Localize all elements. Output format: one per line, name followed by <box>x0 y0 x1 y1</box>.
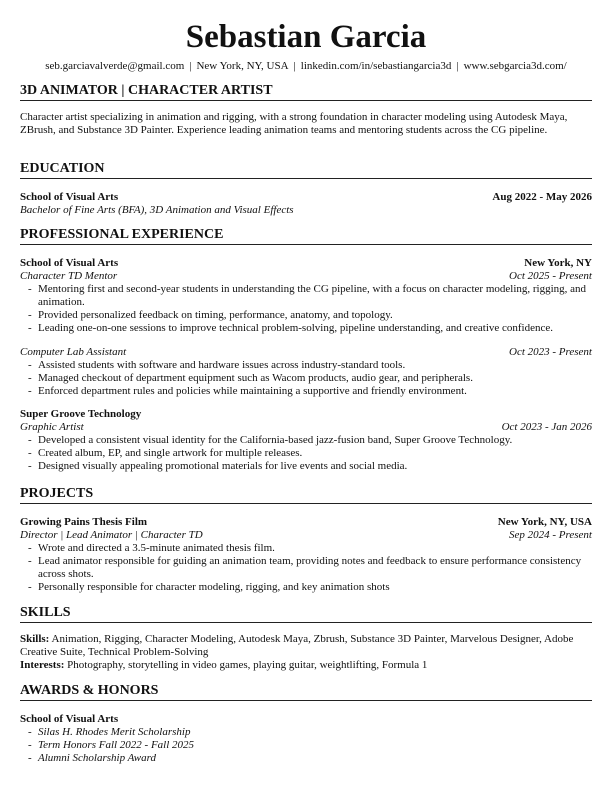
awards-list <box>20 726 592 765</box>
employer-name: School of Visual Arts <box>20 257 119 269</box>
education-degree-row <box>20 204 592 217</box>
employer-location: New York, NY <box>524 257 592 269</box>
role-bullets <box>20 359 592 398</box>
role-bullets <box>20 434 592 473</box>
project-row <box>20 516 592 529</box>
linkedin-link[interactable]: linkedin.com/in/sebastiangarcia3d <box>300 60 452 72</box>
skills-text: Animation, Rigging, Character Modeling, Autodesk Maya, Zbrush, Substance 3D Painter, Marvelous Designer, Adobe Creative Suite, Technical Problem-Solving <box>20 633 574 658</box>
employer-name: Super Groove Technology <box>20 408 142 420</box>
awards-org-row <box>20 713 592 726</box>
contact-separator: | <box>293 60 296 72</box>
education-degree: Bachelor of Fine Arts (BFA), 3D Animation and Visual Effects <box>20 204 294 216</box>
bullet-item: - Enforced department rules and policies while maintaining a supportive and friendly environment. <box>20 385 592 398</box>
education-dates: Aug 2022 - May 2026 <box>492 191 592 203</box>
skills-paragraph <box>20 633 592 659</box>
education-heading: EDUCATION <box>20 160 592 179</box>
project-bullets <box>20 542 592 594</box>
education-section <box>20 160 592 217</box>
role-dates: Oct 2023 - Present <box>509 346 592 358</box>
interests-text: Photography, storytelling in video games, playing guitar, weightlifting, Formula 1 <box>67 659 428 671</box>
role-dates: Oct 2023 - Jan 2026 <box>501 421 592 433</box>
role-bullets <box>20 283 592 335</box>
skills-label: Skills: <box>20 633 50 645</box>
award-item: - Term Honors Fall 2022 - Fall 2025 <box>20 739 592 752</box>
bullet-item: - Managed checkout of department equipment such as Wacom products, audio gear, and peripherals. <box>20 372 592 385</box>
skills-section <box>20 604 592 672</box>
bullet-item: - Personally responsible for character modeling, rigging, and key animation shots <box>20 581 592 594</box>
award-item: - Silas H. Rhodes Merit Scholarship <box>20 726 592 739</box>
role-row <box>20 346 592 359</box>
bullet-item: - Lead animator responsible for guiding an animation team, providing notes and feedback to ensure performance consistency across shots. <box>20 555 592 581</box>
bullet-item: - Assisted students with software and hardware issues across industry-standard tools. <box>20 359 592 372</box>
education-row <box>20 191 592 204</box>
candidate-name: Sebastian Garcia <box>185 19 427 55</box>
bullet-item: - Provided personalized feedback on timing, performance, anatomy, and topology. <box>20 309 592 322</box>
awards-heading: AWARDS & HONORS <box>20 682 592 701</box>
summary-section <box>20 82 592 137</box>
projects-section <box>20 485 592 594</box>
awards-org: School of Visual Arts <box>20 713 119 725</box>
awards-section <box>20 682 592 765</box>
project-name: Growing Pains Thesis Film <box>20 516 148 528</box>
interests-paragraph <box>20 659 592 672</box>
project-role-row <box>20 529 592 542</box>
contact-line <box>20 59 592 73</box>
bullet-item: - Developed a consistent visual identity for the California-based jazz-fusion band, Super Groove Technology. <box>20 434 592 447</box>
experience-section <box>20 226 592 473</box>
role-title: Computer Lab Assistant <box>20 346 127 358</box>
email-link[interactable]: seb.garciavalverde@gmail.com <box>45 60 185 72</box>
bullet-item: - Leading one-on-one sessions to improve technical problem-solving, pipeline understanding, and creative confidence. <box>20 322 592 335</box>
projects-heading: PROJECTS <box>20 485 592 504</box>
bullet-item: - Created album, EP, and single artwork for multiple releases. <box>20 447 592 460</box>
role-title: Graphic Artist <box>20 421 84 433</box>
employer-row <box>20 408 592 421</box>
award-item: - Alumni Scholarship Award <box>20 752 592 765</box>
role-dates: Oct 2025 - Present <box>509 270 592 282</box>
skills-heading: SKILLS <box>20 604 592 623</box>
location-text: New York, NY, USA <box>196 60 289 72</box>
summary-text: Character artist specializing in animation and rigging, with a strong foundation in character modeling using Autodesk Maya, ZBrush, and Substance 3D Painter. Experience leading animation teams and mentoring students across the CG pipeline. <box>20 111 568 136</box>
summary-heading: 3D ANIMATOR | CHARACTER ARTIST <box>20 82 592 101</box>
role-row <box>20 421 592 434</box>
role-row <box>20 270 592 283</box>
education-school: School of Visual Arts <box>20 191 119 203</box>
project-dates: Sep 2024 - Present <box>509 529 592 541</box>
experience-heading: PROFESSIONAL EXPERIENCE <box>20 226 592 245</box>
project-location: New York, NY, USA <box>497 516 592 528</box>
bullet-item: - Wrote and directed a 3.5-minute animated thesis film. <box>20 542 592 555</box>
contact-separator: | <box>456 60 459 72</box>
bullet-item: - Mentoring first and second-year students in understanding the CG pipeline, with a focus on character modeling, rigging, and animation. <box>20 283 592 309</box>
interests-label: Interests: <box>20 659 65 671</box>
project-role: Director | Lead Animator | Character TD <box>20 529 203 541</box>
role-title: Character TD Mentor <box>20 270 118 282</box>
employer-row <box>20 257 592 270</box>
contact-separator: | <box>189 60 192 72</box>
bullet-item: - Designed visually appealing promotional materials for live events and social media. <box>20 460 592 473</box>
website-link[interactable]: www.sebgarcia3d.com/ <box>463 60 567 72</box>
